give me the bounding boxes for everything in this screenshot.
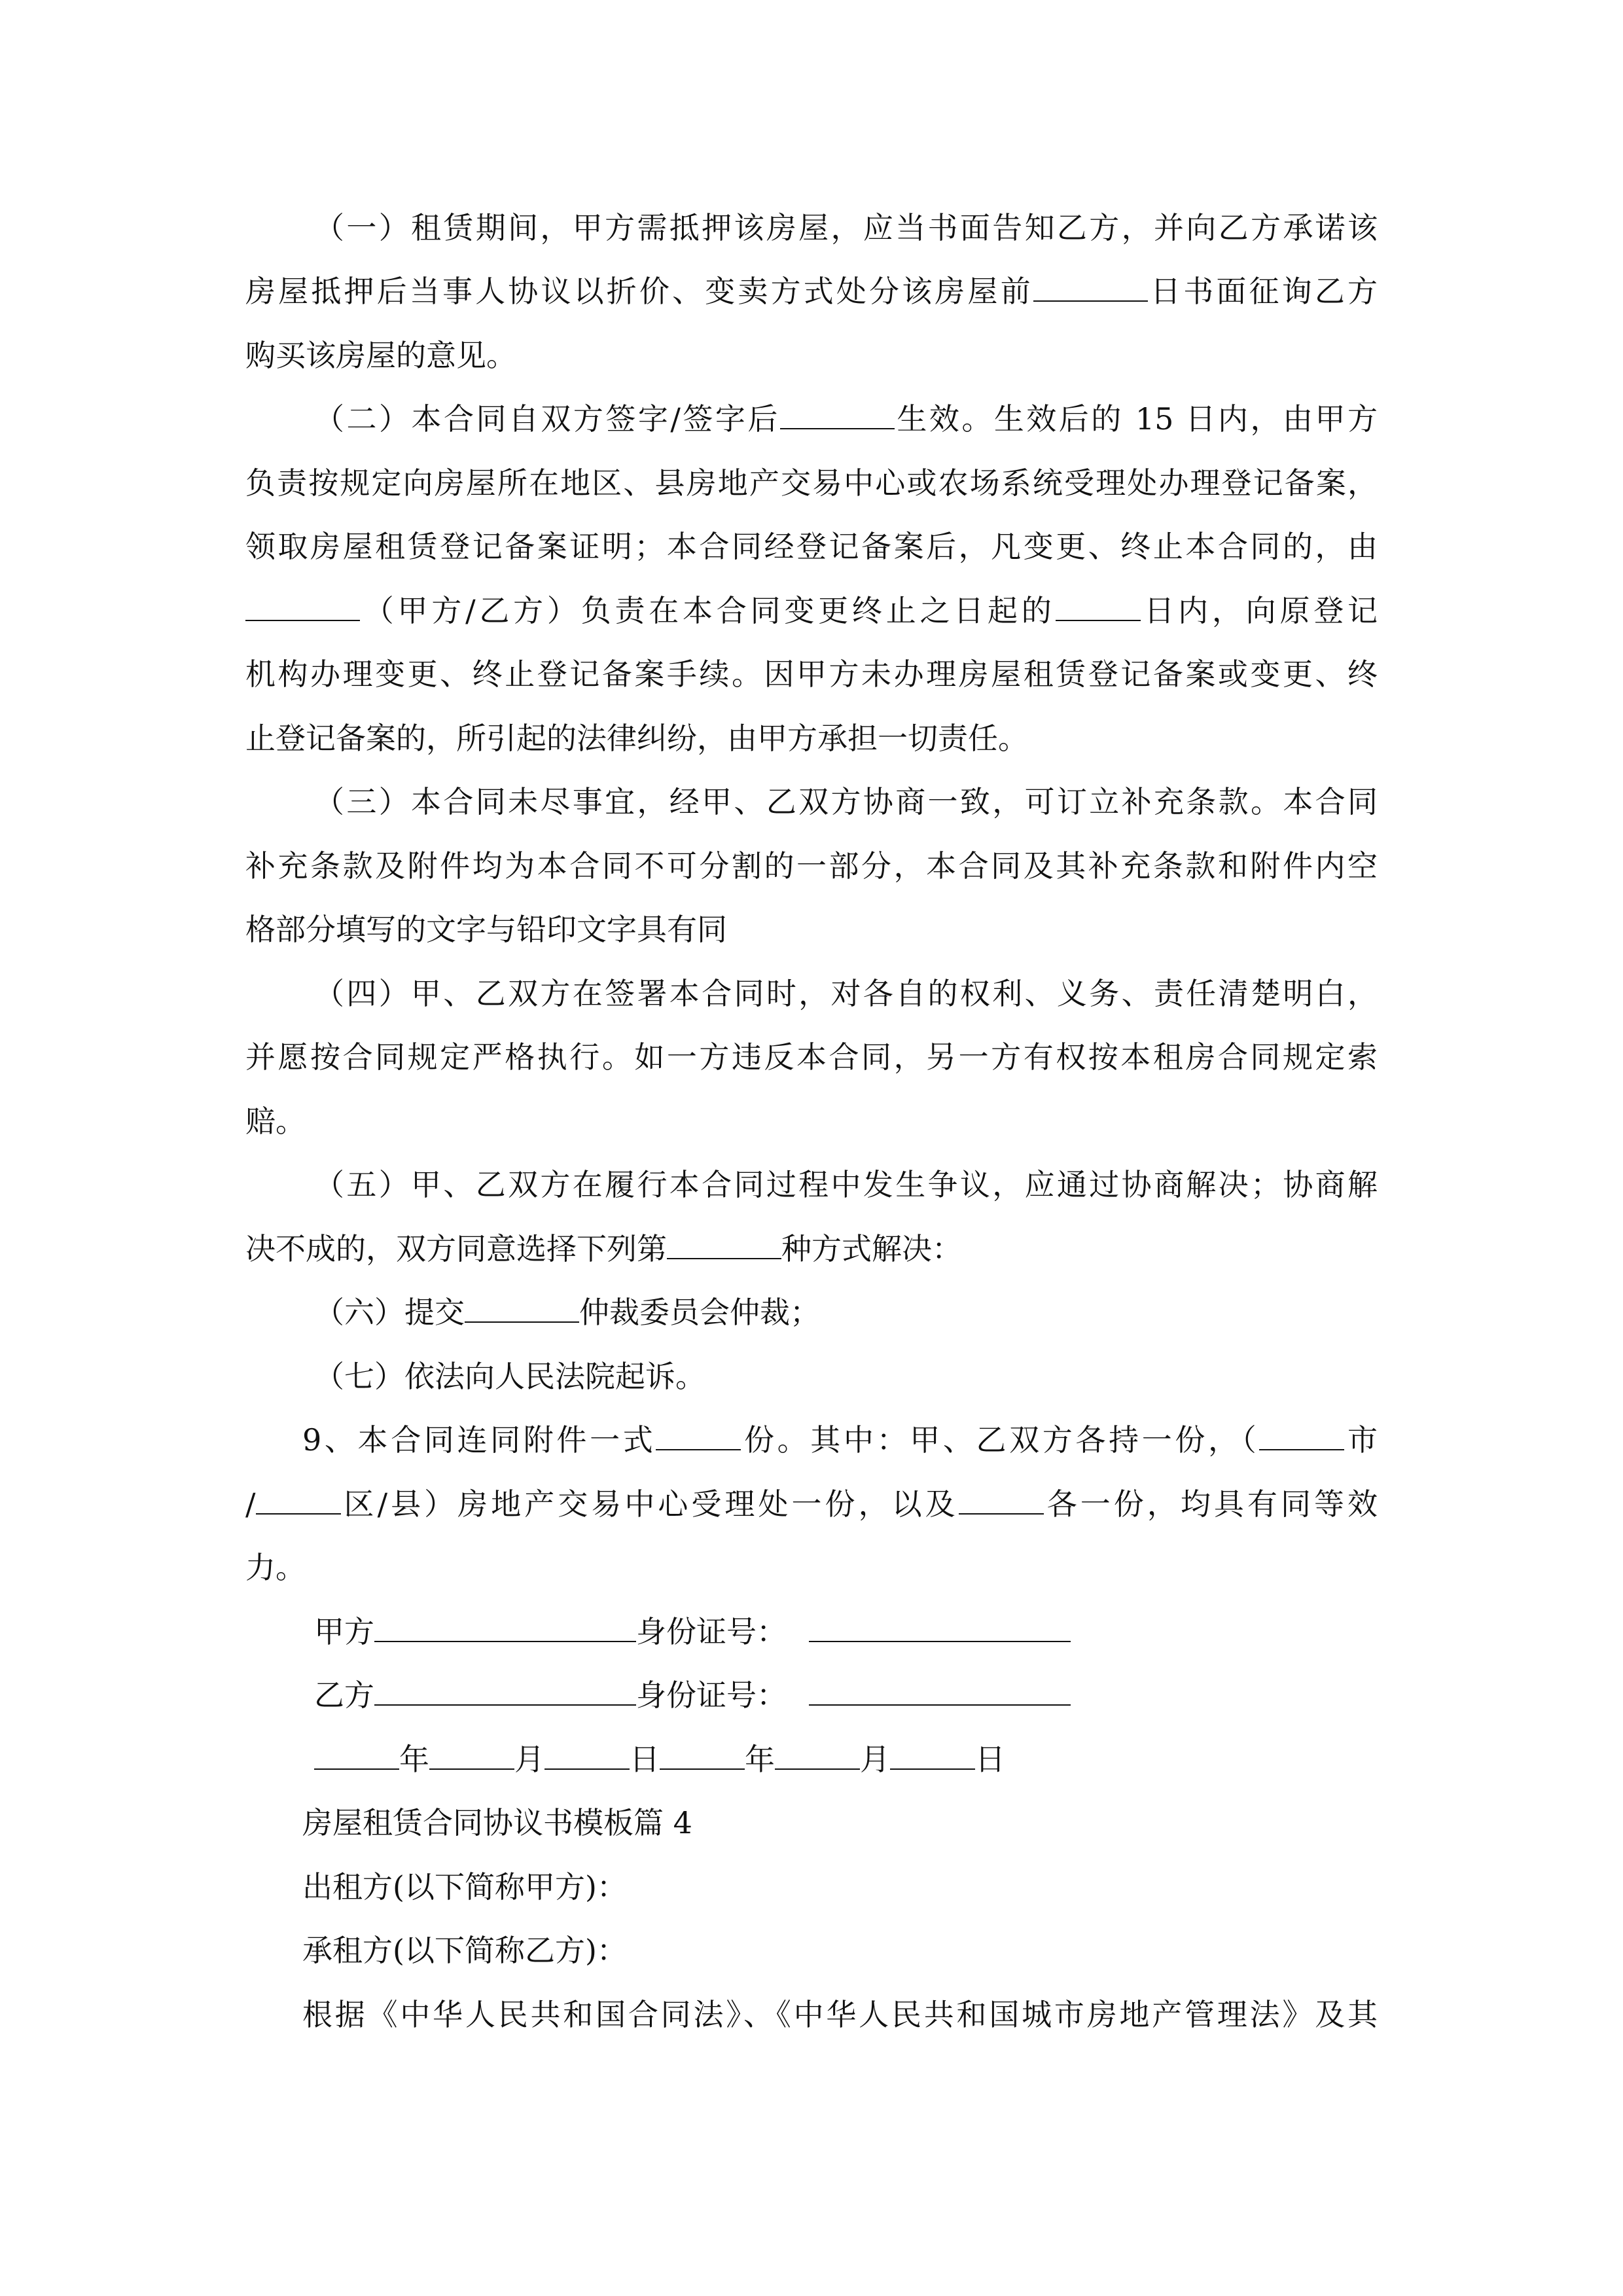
date-unit-day: 日 xyxy=(975,1742,1005,1777)
date-unit-year: 年 xyxy=(745,1742,775,1777)
clause-4-line-1: （四）甲、乙双方在签署本合同时，对各自的权利、义务、责任清楚明白， xyxy=(314,976,1378,1011)
blank-field-days[interactable] xyxy=(1033,272,1148,302)
blank-field-other-party[interactable] xyxy=(959,1484,1044,1515)
date-unit-year: 年 xyxy=(399,1742,429,1777)
party-b-id-field[interactable] xyxy=(809,1676,1071,1706)
clause-2-line-3: 领取房屋租赁登记备案证明；本合同经登记备案后，凡变更、终止本合同的，由 xyxy=(245,529,1378,564)
clause-3-line-3: 格部分填写的文字与铅印文字具有同 xyxy=(245,912,727,947)
year-field[interactable] xyxy=(660,1740,745,1770)
blank-field-arbitration[interactable] xyxy=(465,1293,579,1323)
clause-1-line-1: （一）租赁期间，甲方需抵押该房屋，应当书面告知乙方，并向乙方承诺该 xyxy=(314,210,1378,245)
party-b-name-field[interactable] xyxy=(374,1676,636,1706)
clause-1-text: 房屋抵押后当事人协议以折价、变卖方式处分该房屋前 xyxy=(245,274,1033,309)
year-field[interactable] xyxy=(314,1740,399,1770)
clause-1-line-3: 购买该房屋的意见。 xyxy=(245,338,516,373)
clause-1-line-2 xyxy=(245,272,1378,311)
clause-5-line-1: （五）甲、乙双方在履行本合同过程中发生争议，应通过协商解决；协商解 xyxy=(314,1167,1378,1202)
clause-3-line-2: 补充条款及附件均为本合同不可分割的一部分，本合同及其补充条款和附件内空 xyxy=(245,848,1378,884)
legal-basis-line: 根据《中华人民共和国合同法》、《中华人民共和国城市房地产管理法》及其 xyxy=(302,1997,1378,2032)
lessor-line: 出租方(以下简称甲方)： xyxy=(302,1869,627,1905)
clause-5-line-2 xyxy=(245,1229,962,1268)
clause-6 xyxy=(314,1293,820,1332)
id-number-label: 身份证号： xyxy=(636,1614,787,1649)
lessee-line: 承租方(以下简称乙方)： xyxy=(302,1933,627,1968)
clause-2-text: （甲方/乙方）负责在本合同变更终止之日起的 xyxy=(360,593,1056,628)
date-unit-month: 月 xyxy=(860,1742,890,1777)
id-number-label: 身份证号： xyxy=(636,1677,787,1713)
clause-9-text: 9、本合同连同附件一式 xyxy=(302,1422,656,1458)
blank-field-days[interactable] xyxy=(1056,591,1141,621)
day-field[interactable] xyxy=(544,1740,630,1770)
clause-2-text: 生效。生效后的 15 日内，由甲方 xyxy=(894,401,1378,437)
party-b-label: 乙方 xyxy=(314,1677,374,1713)
clause-4-line-3: 赔。 xyxy=(245,1103,306,1139)
blank-field-city[interactable] xyxy=(1259,1420,1344,1450)
date-unit-day: 日 xyxy=(630,1742,660,1777)
clause-7: （七）依法向人民法院起诉。 xyxy=(314,1359,705,1394)
party-a-label: 甲方 xyxy=(314,1614,374,1649)
blank-field-effective[interactable] xyxy=(780,399,895,429)
month-field[interactable] xyxy=(775,1740,860,1770)
clause-9-text: 各一份，均具有同等效 xyxy=(1043,1486,1378,1522)
clause-5-text: 决不成的，双方同意选择下列第 xyxy=(245,1231,667,1266)
section-title: 房屋租赁合同协议书模板篇 4 xyxy=(302,1805,692,1840)
clause-9-text: 份。其中：甲、乙双方各持一份，（ xyxy=(741,1422,1260,1458)
clause-3-line-1: （三）本合同未尽事宜，经甲、乙双方协商一致，可订立补充条款。本合同 xyxy=(314,784,1378,819)
party-a-id-field[interactable] xyxy=(809,1612,1071,1642)
clause-9-line-3: 力。 xyxy=(245,1550,306,1585)
clause-2-text: （二）本合同自双方签字/签字后 xyxy=(314,401,780,437)
clause-9-text: 市 xyxy=(1344,1422,1378,1458)
clause-9-line-1 xyxy=(302,1420,1378,1460)
clause-5-text: 种方式解决： xyxy=(781,1231,962,1266)
clause-2-line-2: 负责按规定向房屋所在地区、县房地产交易中心或农场系统受理处办理登记备案， xyxy=(245,465,1378,501)
clause-9-line-2 xyxy=(245,1484,1378,1524)
party-a-name-field[interactable] xyxy=(374,1612,636,1642)
month-field[interactable] xyxy=(429,1740,514,1770)
clause-2-text: 日内，向原登记 xyxy=(1140,593,1378,628)
party-b-signature-row xyxy=(314,1676,1071,1715)
clause-2-line-1 xyxy=(314,399,1378,439)
clause-4-line-2: 并愿按合同规定严格执行。如一方违反本合同，另一方有权按本租房合同规定索 xyxy=(245,1039,1378,1075)
clause-2-line-6: 止登记备案的，所引起的法律纠纷，由甲方承担一切责任。 xyxy=(245,721,1028,756)
clause-2-line-4 xyxy=(245,591,1378,630)
date-row xyxy=(314,1740,1005,1779)
clause-2-line-5: 机构办理变更、终止登记备案手续。因甲方未办理房屋租赁登记备案或变更、终 xyxy=(245,656,1378,692)
date-unit-month: 月 xyxy=(514,1742,544,1777)
blank-field-copies[interactable] xyxy=(656,1420,741,1450)
day-field[interactable] xyxy=(890,1740,975,1770)
party-a-signature-row xyxy=(314,1612,1071,1651)
clause-6-text: 仲裁委员会仲裁； xyxy=(579,1295,820,1330)
clause-1-text: 日书面征询乙方 xyxy=(1147,274,1378,309)
blank-field-method[interactable] xyxy=(667,1229,781,1259)
blank-field-responsible-party[interactable] xyxy=(245,591,360,621)
blank-field-district[interactable] xyxy=(256,1484,341,1515)
clause-6-text: （六）提交 xyxy=(314,1295,465,1330)
clause-9-text: 区/县）房地产交易中心受理处一份，以及 xyxy=(340,1486,959,1522)
clause-9-text: / xyxy=(245,1486,256,1522)
